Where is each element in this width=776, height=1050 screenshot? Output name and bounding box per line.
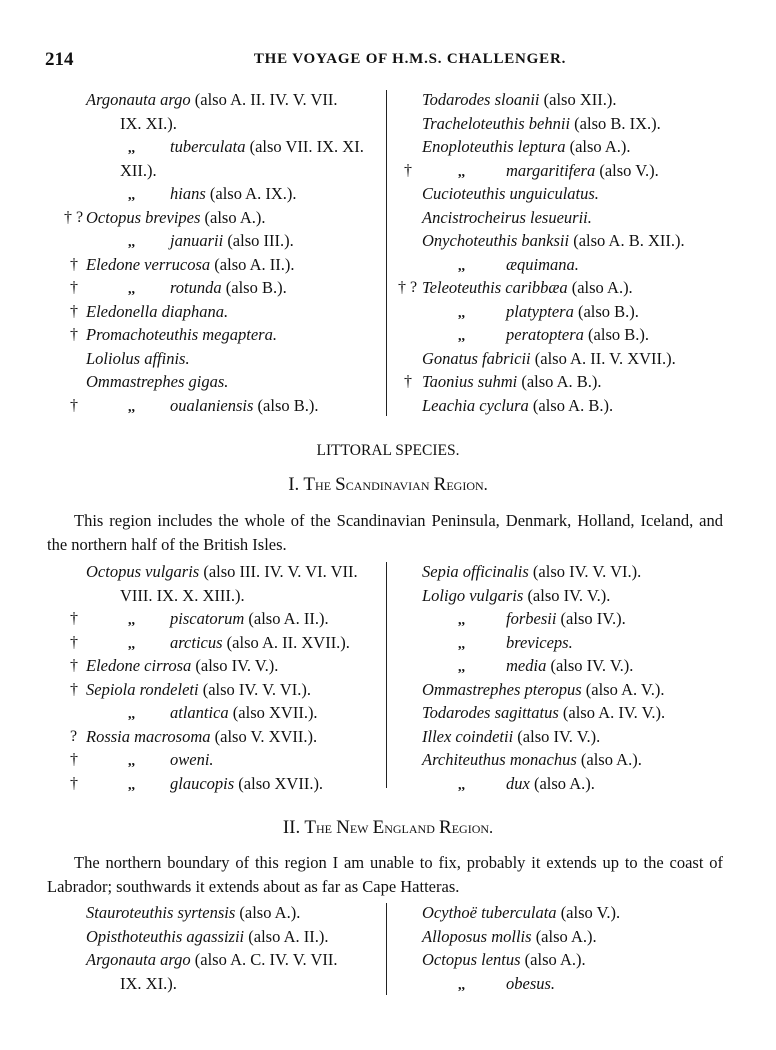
ditto-mark: ,, [458,329,465,344]
species-entry [0,347,385,371]
occurrence-note: (also A. II.). [210,254,295,274]
species-name: arcticus [170,632,223,652]
dagger-query-mark: † ? [64,208,84,226]
species-entry [392,631,776,655]
ditto-mark: ,, [458,777,465,793]
species-text [422,394,613,418]
dagger-mark: † [70,302,78,320]
species-name: Alloposus mollis [422,926,532,946]
dagger-query-mark: ? [70,727,78,745]
species-entry [0,300,385,324]
occurrence-note: (also A. B.). [517,372,602,391]
occurrence-note: (also B. IX.). [570,113,661,133]
species-text [422,112,661,136]
species-name: peratoptera [506,325,584,344]
species-text [170,607,329,631]
species-text [86,725,317,749]
species-name: Enoploteuthis leptura [422,137,566,156]
species-text [86,347,190,371]
species-entry [392,948,776,972]
species-name: rotunda [170,278,222,297]
species-entry [0,901,385,925]
species-name: januarii [170,231,224,250]
species-entry [392,370,776,394]
species-text [422,678,664,702]
dagger-mark: † [70,396,78,414]
species-name: Octopus vulgaris [86,562,200,581]
dagger-mark: † [70,774,78,792]
species-name: dux [506,773,530,793]
occurrence-note: (also B.). [583,325,649,344]
species-entry [392,347,776,371]
species-entry [392,182,776,206]
species-entry [0,323,385,347]
species-name: Octopus lentus [422,950,521,969]
occurrence-note: (also IV.). [556,609,626,628]
column-divider [386,562,387,788]
occurrence-note: (also IV. V.). [546,656,634,675]
species-entry [392,901,776,925]
occurrence-note: XII.). [120,160,157,180]
species-name: forbesii [506,609,557,628]
species-name: piscatorum [170,609,245,628]
species-text [422,584,610,608]
species-name: atlantica [170,703,229,722]
species-entry [392,300,776,324]
species-entry [392,972,776,996]
species-name: obesus. [506,973,556,993]
occurrence-note: IX. XI.). [120,113,177,133]
occurrence-note: (also V.). [595,160,659,180]
occurrence-note: (also VII. IX. XI. [245,137,364,156]
species-name: Stauroteuthis syrtensis [86,903,236,922]
species-text [86,88,337,112]
species-name: Loligo vulgaris [422,585,524,605]
species-entry [0,276,385,300]
new-england-region-heading: II. The New England Region. [282,817,494,838]
species-entry [0,631,385,655]
species-name: Architeuthus monachus [422,750,577,769]
species-entry [392,584,776,608]
species-text [86,206,265,230]
species-name: æquimana. [506,254,579,274]
occurrence-note: (also B.). [221,278,287,297]
occurrence-note: (also A. B.). [528,395,614,415]
occurrence-note: (also III. IV. V. VI. VII. [199,562,358,581]
species-text [170,135,364,159]
occurrence-note: (also A. II. XVII.). [222,632,350,652]
occurrence-note: (also A.). [200,207,266,227]
species-text [86,948,338,972]
species-text [506,772,595,796]
species-name: hians [170,184,206,203]
species-name: Eledone verrucosa [86,254,211,274]
species-name: Promachoteuthis megaptera. [86,325,277,344]
dagger-mark: † [70,680,78,698]
species-name: tuberculata [170,137,246,156]
occurrence-note: (also A. IV. V.). [558,703,666,722]
dagger-mark: † [70,657,78,674]
ditto-mark: ,, [128,235,135,250]
dagger-mark: † [70,279,78,296]
species-text [86,253,295,277]
species-name: Sepia officinalis [422,562,529,581]
species-text [86,901,300,925]
species-entry [0,607,385,631]
species-text [170,701,318,725]
species-text [422,948,586,972]
species-text [86,323,277,347]
species-text [422,370,602,394]
ditto-mark: ,, [458,164,465,180]
species-entry [0,112,385,136]
species-text [86,560,358,584]
species-text [506,323,649,347]
dagger-mark: † [70,610,78,627]
species-entry [392,206,776,230]
species-text [86,654,278,678]
dagger-mark: † [70,633,78,651]
littoral-species-heading: LITTORAL SPECIES. [316,442,460,459]
species-entry [392,112,776,136]
species-name: Tracheloteuthis behnii [422,113,571,133]
ditto-mark: ,, [458,636,465,652]
species-name: Teleoteuthis caribbæa [422,278,568,297]
ditto-mark: ,, [128,777,135,793]
occurrence-note: (also A. B. XII.). [569,231,685,250]
occurrence-note: (also A. II. V. XVII.). [530,348,676,368]
species-entry [0,370,385,394]
species-name: media [506,656,547,675]
species-entry [0,748,385,772]
occurrence-note: (also IV. V.). [523,585,611,605]
occurrence-note: (also XVII.). [228,703,318,722]
species-entry [0,925,385,949]
species-entry [392,88,776,112]
species-text [120,584,245,608]
occurrence-note: (also B.). [253,395,319,415]
new-england-intro: The northern boundary of this region I am unable to fix, probably it extends up to the coast of Labrador; southwards it extends about as far as Cape Hatteras. [47,853,723,896]
species-name: Ancistrocheirus lesueurii. [422,207,592,227]
species-entry [392,229,776,253]
species-name: platyptera [506,301,574,321]
species-text [422,901,620,925]
species-entry [392,394,776,418]
species-name: Gonatus fabricii [422,348,531,368]
occurrence-note: (also III.). [223,231,294,250]
species-entry [392,654,776,678]
species-text [170,394,319,418]
occurrence-note: (also V.). [556,903,621,922]
new-england-species-block [0,901,776,1001]
ditto-mark: ,, [458,660,465,675]
species-entry [0,182,385,206]
ditto-mark: ,, [458,258,465,274]
ditto-mark: ,, [458,977,465,993]
dagger-query-mark: † ? [398,279,418,296]
species-text [170,276,287,300]
species-text [120,972,177,996]
page-number: 214 [45,49,74,70]
occurrence-note: (also A. V.). [581,679,665,699]
species-text [506,654,633,678]
species-entry [392,607,776,631]
occurrence-note: (also A.). [576,750,642,769]
species-entry [0,772,385,796]
species-name: oualaniensis [170,395,254,415]
species-name: Leachia cyclura [422,395,529,415]
species-text [170,772,323,796]
species-entry [0,135,385,159]
species-entry [392,925,776,949]
species-text [422,206,592,230]
ditto-mark: ,, [128,636,135,652]
species-name: Octopus brevipes [86,207,201,227]
species-text [422,725,600,749]
species-name: Argonauta argo [86,950,191,969]
species-text [170,182,297,206]
column-divider [386,90,387,416]
species-name: oweni. [170,750,214,769]
species-name: Sepiola rondeleti [86,679,199,699]
species-name: Todarodes sloanii [422,90,540,109]
species-text [422,276,633,300]
species-name: Argonauta argo [86,90,191,109]
species-text [86,925,328,949]
species-text [422,748,642,772]
occurrence-note: (also A. C. IV. V. VII. [190,950,338,969]
species-text [506,607,626,631]
species-name: Ocythoë tuberculata [422,903,557,922]
occurrence-note: IX. XI.). [120,973,177,993]
dagger-mark: † [404,161,412,179]
species-entry [0,948,385,972]
occurrence-note: (also A. II.). [244,609,329,628]
species-name: Cucioteuthis unguiculatus. [422,184,599,203]
species-entry [0,972,385,996]
occurrence-note: (also A.). [531,926,597,946]
species-text [506,300,639,324]
species-entry [392,323,776,347]
occurrence-note: VIII. IX. X. XIII.). [120,585,245,605]
species-text [422,88,617,112]
species-entry [0,654,385,678]
occurrence-note: (also XVII.). [234,773,324,793]
running-header [0,45,776,75]
species-name: Todarodes sagittatus [422,703,559,722]
dagger-mark: † [70,751,78,768]
dagger-mark: † [404,373,412,390]
dagger-mark: † [70,255,78,273]
species-entry [0,701,385,725]
species-name: Taonius suhmi [422,372,518,391]
species-text [422,229,685,253]
species-entry [0,560,385,584]
species-name: Onychoteuthis banksii [422,231,570,250]
species-name: Eledone cirrosa [86,656,192,675]
species-name: glaucopis [170,773,235,793]
occurrence-note: (also IV. V. VI.). [528,562,642,581]
species-entry [392,725,776,749]
species-entry [0,678,385,702]
column-divider [386,903,387,995]
species-entry [0,229,385,253]
ditto-mark: ,, [128,282,135,297]
species-text [170,748,214,772]
species-text [422,560,641,584]
species-name: breviceps. [506,632,573,652]
species-entry [392,135,776,159]
occurrence-note: (also A. II.). [244,926,329,946]
species-text [422,182,599,206]
species-text [422,135,631,159]
ditto-mark: ,, [458,613,465,628]
species-name: Rossia macrosoma [86,726,211,746]
ditto-mark: ,, [128,188,135,203]
species-text [86,370,228,394]
occurrence-note: (also A.). [520,950,586,969]
occurrence-note: (also V. XVII.). [210,726,318,746]
species-text [422,701,665,725]
species-entry [392,701,776,725]
species-entry [392,276,776,300]
species-entry [0,725,385,749]
species-name: Eledonella diaphana. [86,301,229,321]
ditto-mark: ,, [128,707,135,722]
species-text [86,678,311,702]
occurrence-note: (also A.). [529,773,595,793]
species-text [506,631,573,655]
scandinavian-species-block [0,560,776,800]
species-entry [0,206,385,230]
occurrence-note: (also A.). [567,278,633,297]
species-entry [0,159,385,183]
species-text [422,347,676,371]
species-text [170,229,294,253]
top-species-block [0,88,776,428]
occurrence-note: (also IV. V. VI.). [198,679,312,699]
species-entry [0,88,385,112]
occurrence-note: (also B.). [573,301,639,321]
species-text [86,300,228,324]
dagger-mark: † [70,326,78,343]
species-entry [392,772,776,796]
species-entry [0,394,385,418]
species-text [120,159,157,183]
species-name: Ommastrephes pteropus [422,679,582,699]
species-text [422,925,597,949]
scandinavian-intro: This region includes the whole of the Scandinavian Peninsula, Denmark, Holland, Iceland, and the northern half of the British Isles. [47,511,723,554]
species-text [120,112,177,136]
occurrence-note: (also A.). [235,903,301,922]
ditto-mark: ,, [128,754,135,769]
species-text [506,159,659,183]
ditto-mark: ,, [458,305,465,321]
species-name: margaritifera [506,160,596,180]
species-name: Illex coindetii [422,726,514,746]
occurrence-note: (also IV. V.). [191,656,279,675]
species-name: Loliolus affinis. [86,348,190,368]
occurrence-note: (also XII.). [539,90,617,109]
species-text [506,253,579,277]
species-entry [0,253,385,277]
running-title: THE VOYAGE OF H.M.S. CHALLENGER. [253,51,567,67]
species-entry [0,584,385,608]
occurrence-note: (also A. II. IV. V. VII. [190,90,338,109]
ditto-mark: ,, [128,613,135,628]
species-name: Ommastrephes gigas. [86,372,229,391]
ditto-mark: ,, [128,141,135,156]
species-text [506,972,555,996]
species-entry [392,560,776,584]
scandinavian-region-heading: I. The Scandinavian Region. [288,474,488,495]
occurrence-note: (also A. IX.). [205,184,297,203]
species-entry [392,253,776,277]
species-entry [392,159,776,183]
species-text [170,631,350,655]
occurrence-note: (also IV. V.). [513,726,601,746]
species-entry [392,748,776,772]
occurrence-note: (also A.). [565,137,631,156]
species-name: Opisthoteuthis agassizii [86,926,245,946]
ditto-mark: ,, [128,399,135,415]
species-entry [392,678,776,702]
